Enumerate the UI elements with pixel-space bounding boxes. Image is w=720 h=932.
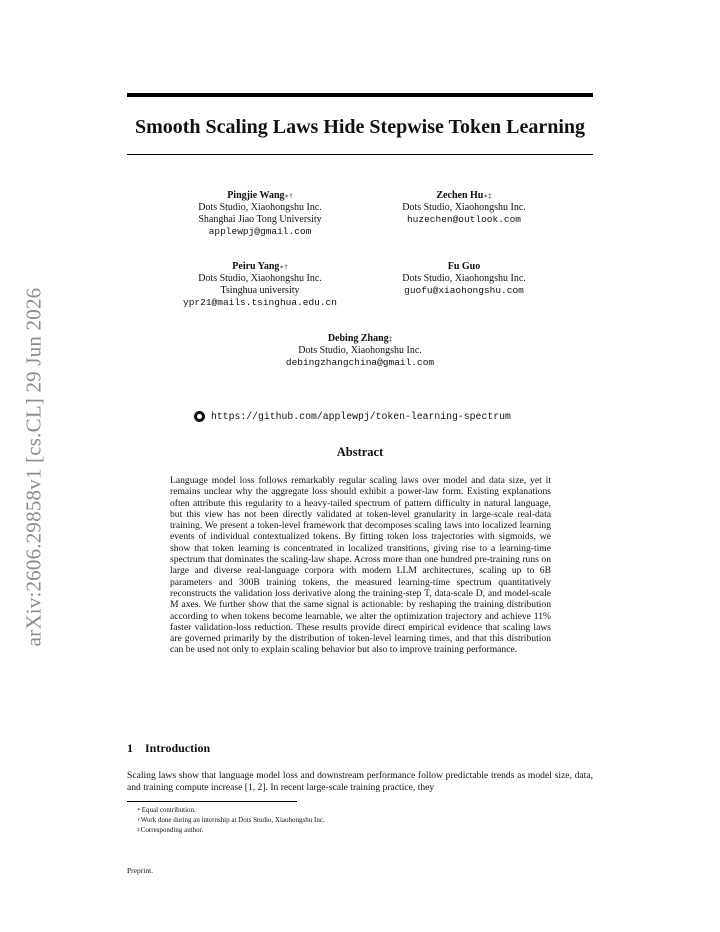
abstract-text: Language model loss follows remarkably regular scaling laws over model and data size, yet it remains unclear why the aggregate loss should exhibit a power-law form. Existing explanations often attribute this regularity to a heavy-tailed spectrum of pattern difficulty in natural language, but this view has not been directly validated at token-level granularity in large-scale real-data training. We present a token-level framework that decomposes scaling laws into localized learning events of individual contextualized tokens. By fitting token loss trajectories with sigmoids, we show that token learning is concentrated in localized transitions, giving rise to a learning-time spectrum that dominates the scaling-law shape. Across more than one hundred pre-training runs on large and diverse real-language corpora with modern LLM architectures, scaling up to 6B parameters and 300B training tokens, the measured learning-time spectrum quantitatively reconstructs the validation loss derivative along the training-step T, data-scale D, and model-scale M axes. We further show that the same signal is actionable: by reshaping the training distribution according to when tokens become learnable, we alter the optimization trajectory and achieve 11% faster validation-loss reduction. These results provide direct empirical evidence that scaling laws are governed primarily by the distribution of token-level learning times, and that this distribution can be used not only to explain scaling behavior but also to improve training performance. [170, 475, 551, 656]
paper-title: Smooth Scaling Laws Hide Stepwise Token Learning [134, 116, 586, 138]
section-heading [127, 741, 210, 756]
repo-url[interactable]: https://github.com/applewpj/token-learning-spectrum [211, 411, 511, 422]
author-marks: ∗‡ [483, 192, 492, 200]
author-block [382, 261, 546, 297]
footnote-symbol: ‡ [137, 827, 140, 833]
author-name: Pingjie Wang [227, 190, 285, 201]
author-email[interactable]: debingzhangchina@gmail.com [285, 357, 435, 368]
preprint-label: Preprint. [127, 866, 154, 875]
author-email[interactable]: ypr21@mails.tsinghua.edu.cn [183, 297, 337, 308]
abstract-heading: Abstract [336, 445, 384, 459]
title-bottom-rule [127, 154, 593, 155]
author-affiliation: Dots Studio, Xiaohongshu Inc. [402, 202, 526, 213]
section-number: 1 [127, 741, 133, 755]
intro-paragraph: Scaling laws show that language model loss and downstream performance follow predictable trends as model size, data, and training compute increase [1, 2]. In recent large-scale training practice, they [127, 770, 593, 793]
footnote-text: Work done during an internship at Dots Studio, Xiaohongshu Inc. [140, 816, 325, 824]
arxiv-id: arXiv:2606.29858v1 [cs.CL] 29 Jun 2026 [21, 287, 46, 647]
github-icon [194, 411, 205, 422]
author-name: Peiru Yang [232, 261, 280, 272]
author-block [160, 261, 360, 309]
footnote-rule [127, 801, 297, 802]
author-marks: ∗† [284, 192, 293, 200]
author-email[interactable]: guofu@xiaohongshu.com [404, 285, 524, 296]
author-affiliation: Dots Studio, Xiaohongshu Inc. [198, 273, 322, 284]
author-name: Fu Guo [447, 261, 481, 272]
repo-link[interactable] [194, 411, 511, 422]
footnote-symbol: † [137, 817, 140, 823]
author-email[interactable]: huzechen@outlook.com [406, 214, 522, 225]
author-block [260, 333, 460, 369]
arxiv-stamp [18, 262, 50, 672]
author-name: Zechen Hu [436, 190, 484, 201]
author-affiliation: Dots Studio, Xiaohongshu Inc. [198, 202, 322, 213]
footnote-text: Equal contribution. [141, 806, 196, 814]
author-block [382, 190, 546, 226]
author-affiliation: Dots Studio, Xiaohongshu Inc. [402, 273, 526, 284]
author-affiliation: Dots Studio, Xiaohongshu Inc. [298, 345, 422, 356]
author-affiliation: Tsinghua university [220, 285, 300, 296]
section-title: Introduction [145, 741, 211, 755]
footnote [137, 806, 196, 815]
author-block [160, 190, 360, 238]
footnote-symbol: ∗ [137, 807, 141, 813]
author-marks: ∗† [279, 263, 288, 271]
author-email[interactable]: applewpj@gmail.com [208, 226, 312, 237]
footnote-text: Corresponding author. [140, 826, 204, 834]
author-affiliation: Shanghai Jiao Tong University [198, 214, 322, 225]
title-top-rule [127, 93, 593, 97]
author-name: Debing Zhang [327, 333, 389, 344]
footnote [137, 826, 203, 835]
footnote [137, 816, 325, 825]
author-marks: ‡ [388, 335, 393, 343]
